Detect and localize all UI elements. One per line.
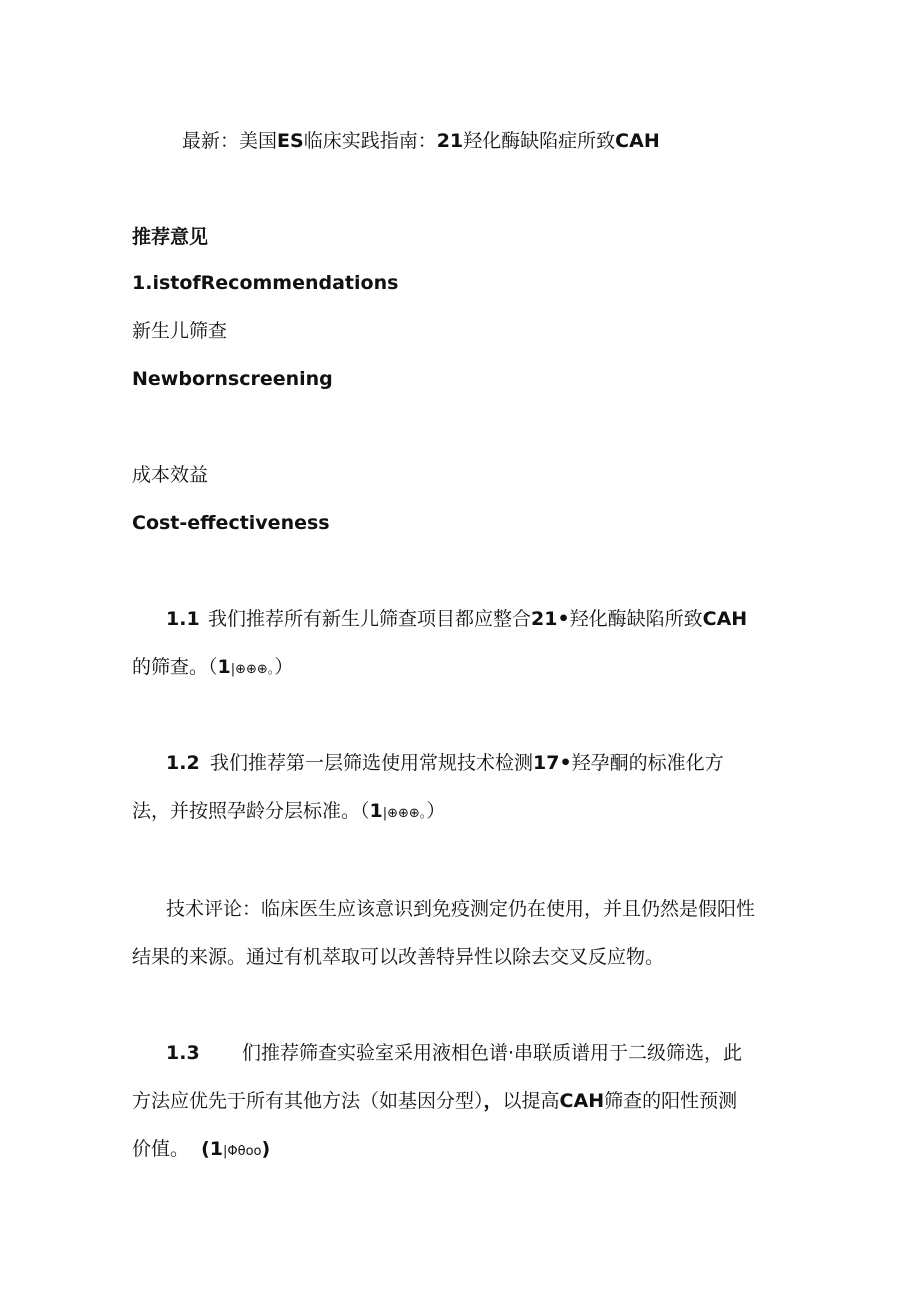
- rec-1-3-text-d: 筛查的阳性预测: [604, 1090, 738, 1112]
- rec-1-2-grade: 1: [369, 800, 383, 822]
- recommendations-heading-en: 1.istofRecommendations: [132, 272, 399, 294]
- newborn-heading-cn: 新生儿筛查: [132, 320, 228, 342]
- rec-1-1-text-a: 我们推荐所有新生儿筛查项目都应整合: [208, 608, 532, 630]
- rec-1-3-comma: ，: [483, 1090, 503, 1112]
- rec-1-1-grade: 1: [217, 656, 231, 678]
- rec-1-1-line-2: [132, 654, 293, 683]
- cost-heading-en: Cost-effectiveness: [132, 512, 330, 534]
- rec-1-1-number: 1.1: [166, 608, 200, 630]
- title-es: ES: [277, 130, 304, 152]
- rec-1-1-text-c: 羟化酶缺陷所致: [569, 608, 703, 630]
- rec-1-3-line-2: [132, 1088, 737, 1114]
- title-cah: CAH: [615, 130, 660, 152]
- rec-1-1-text-e: 的筛查。（: [132, 656, 218, 678]
- title-num: 21: [436, 130, 464, 152]
- rec-1-3-text-b: 方法应优先于所有其他方法（如基因分型）: [132, 1090, 484, 1112]
- rec-1-3-text-c: 以提高: [502, 1090, 560, 1112]
- rec-1-1-text-d: CAH: [702, 608, 748, 630]
- rec-1-3-grade: (1: [201, 1138, 224, 1160]
- technical-remark-line-2: 结果的来源。通过有机萃取可以改善特异性以除去交叉反应物。: [132, 946, 665, 968]
- rec-1-3-line-3: [132, 1136, 270, 1165]
- document-title: [182, 128, 660, 154]
- rec-1-2-line-1: [166, 750, 724, 776]
- rec-1-3-evidence: |Φθoo: [223, 1144, 262, 1159]
- rec-1-3-text-a: 们推荐筛查实验室采用液相色谱·串联质谱用于二级筛选，此: [242, 1042, 743, 1064]
- rec-1-2-text-c: 羟孕酮的标准化方: [571, 752, 724, 774]
- rec-1-2-line-2: [132, 798, 445, 827]
- rec-1-3-text-e: 价值。: [132, 1138, 190, 1160]
- rec-1-2-evidence: |⊕⊕⊕。: [382, 806, 427, 821]
- rec-1-1-evidence: |⊕⊕⊕。: [230, 662, 275, 677]
- cost-heading-cn: 成本效益: [132, 464, 209, 486]
- rec-1-1-text-b: 21•: [531, 608, 570, 630]
- title-prefix: 最新：美国: [182, 130, 278, 152]
- technical-remark-line-1: 技术评论：临床医生应该意识到免疫测定仍在使用，并且仍然是假阳性: [166, 898, 756, 920]
- rec-1-3-close: ): [261, 1138, 271, 1160]
- title-mid2: 羟化酶缺陷症所致: [463, 130, 616, 152]
- recommendations-heading-cn: 推荐意见: [132, 226, 209, 248]
- rec-1-3-line-1: [166, 1040, 742, 1066]
- rec-1-2-text-b: 17•: [533, 752, 572, 774]
- rec-1-3-cah: CAH: [559, 1090, 605, 1112]
- title-mid: 临床实践指南：: [303, 130, 437, 152]
- rec-1-3-number: 1.3: [166, 1042, 200, 1064]
- rec-1-2-text-a: 我们推荐第一层筛选使用常规技术检测: [210, 752, 534, 774]
- rec-1-2-close: ）: [426, 800, 446, 822]
- newborn-heading-en: Newbornscreening: [132, 368, 333, 390]
- rec-1-1-line-1: [166, 606, 747, 632]
- rec-1-1-close: ）: [274, 656, 294, 678]
- rec-1-2-text-d: 法，并按照孕龄分层标准。（: [132, 800, 370, 822]
- rec-1-2-number: 1.2: [166, 752, 200, 774]
